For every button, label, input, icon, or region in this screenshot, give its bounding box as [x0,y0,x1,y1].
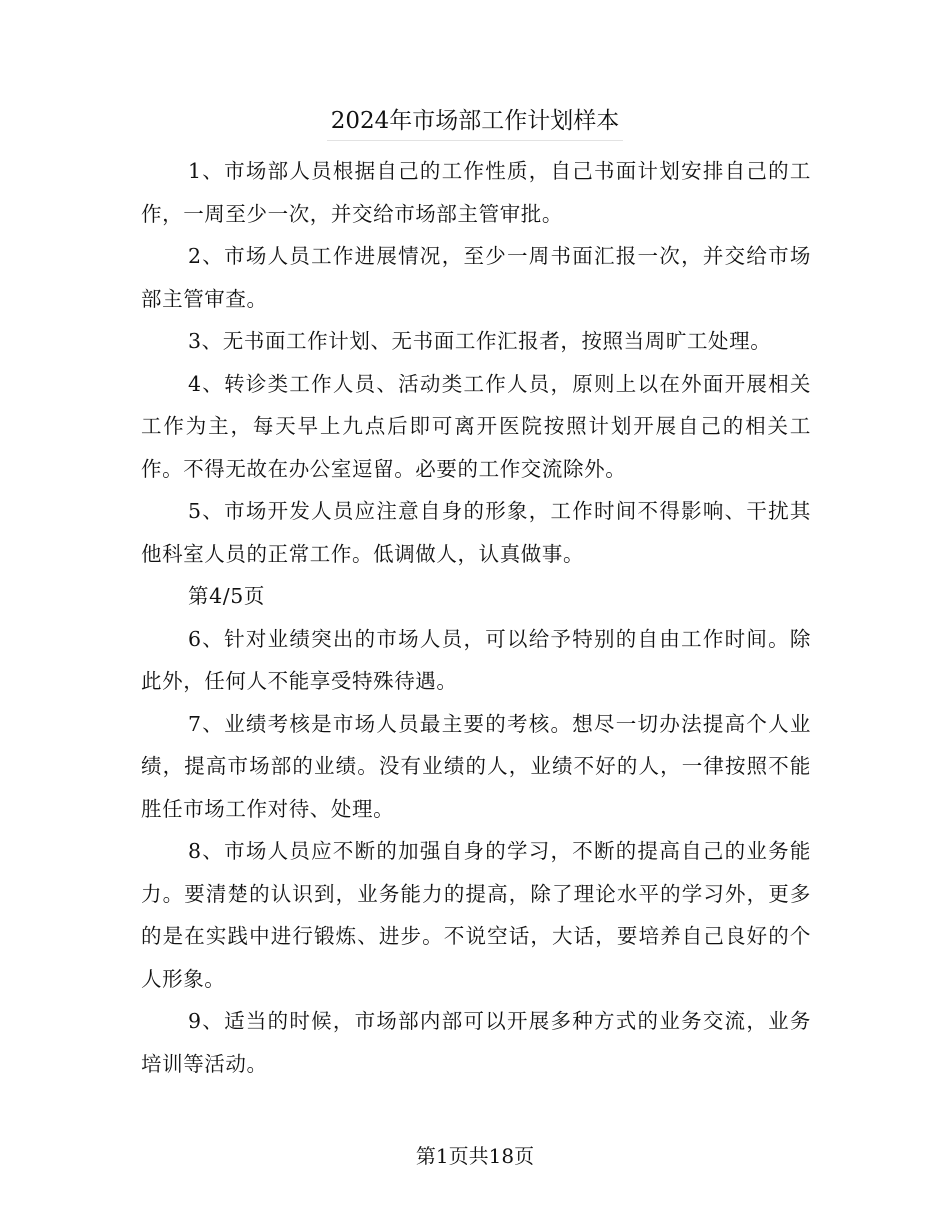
page-footer: 第1页共18页 [415,1144,535,1168]
paragraph-9: 9、适当的时候，市场部内部可以开展多种方式的业务交流，业务培训等活动。 [141,1009,811,1076]
document-body [141,150,811,1085]
paragraph-7: 7、业绩考核是市场人员最主要的考核。想尽一切办法提高个人业绩，提高市场部的业绩。没有业绩的人，业绩不好的人，一律按照不能胜任市场工作对待、处理。 [141,711,811,821]
title-container [0,102,950,141]
paragraph-8: 8、市场人员应不断的加强自身的学习，不断的提高自己的业务能力。要清楚的认识到，业务能力的提高，除了理论水平的学习外，更多的是在实践中进行锻炼、进步。不说空话，大话，要培养自己良好的个人形象。 [141,839,811,991]
paragraph-3: 3、无书面工作计划、无书面工作汇报者，按照当周旷工处理。 [188,329,772,353]
document-title: 2024年市场部工作计划样本 [327,102,624,141]
inline-page-marker: 第4/5页 [188,584,265,608]
paragraph-4: 4、转诊类工作人员、活动类工作人员，原则上以在外面开展相关工作为主，每天早上九点后即可离开医院按照计划开展自己的相关工作。不得无故在办公室逗留。必要的工作交流除外。 [141,371,811,481]
paragraph-2: 2、市场人员工作进展情况，至少一周书面汇报一次，并交给市场部主管审查。 [141,244,811,311]
paragraph-5: 5、市场开发人员应注意自身的形象，工作时间不得影响、干扰其他科室人员的正常工作。低调做人，认真做事。 [141,499,811,566]
paragraph-1: 1、市场部人员根据自己的工作性质，自己书面计划安排自己的工作，一周至少一次，并交给市场部主管审批。 [141,159,811,226]
paragraph-6: 6、针对业绩突出的市场人员，可以给予特别的自由工作时间。除此外，任何人不能享受特殊待遇。 [141,626,811,693]
